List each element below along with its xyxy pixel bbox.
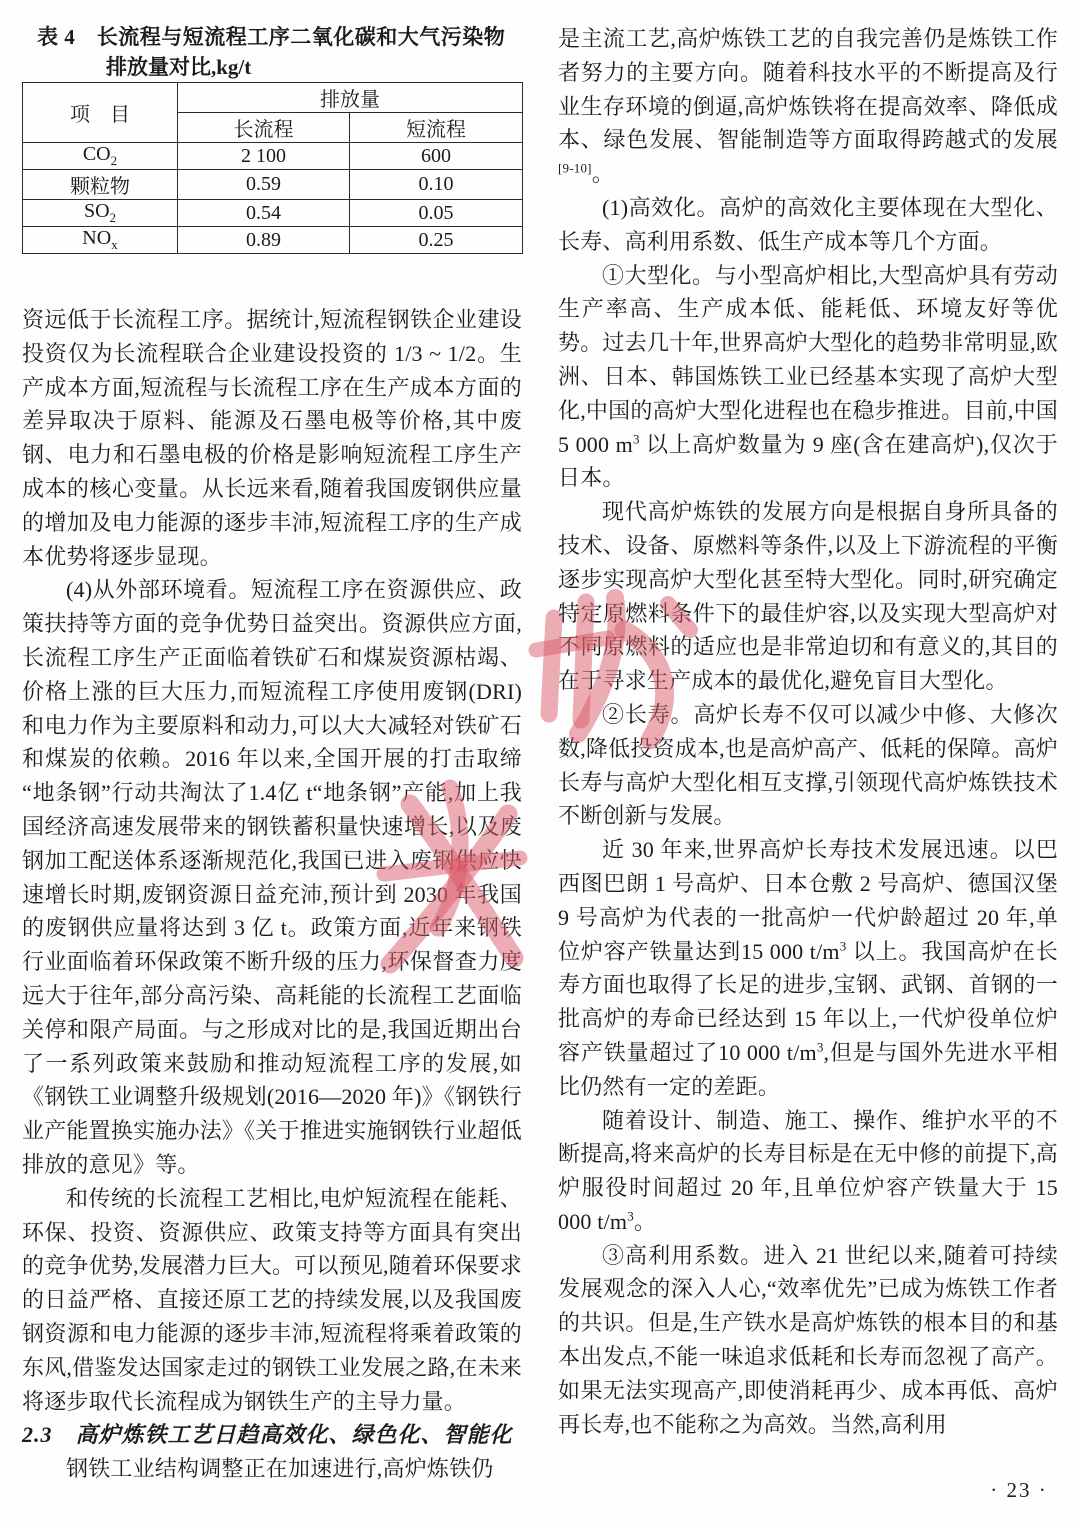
- superscript: 3: [632, 431, 640, 447]
- superscript: 3: [839, 938, 847, 954]
- long-process-value: 0.59: [178, 170, 350, 200]
- text-run: 近 30 年来,世界高炉长寿技术发展迅速。以巴西图巴朗 1 号高炉、日本仓敷 2 号高炉、德国汉堡 9 号高炉为代表的一批高炉一代炉龄超过 20 年,单位炉容产铁量达到15 000 t/m: [558, 837, 1058, 964]
- text-run: 。: [633, 1208, 657, 1234]
- superscript: [9-10]: [558, 160, 592, 176]
- text-run: 以上。我国高炉在长寿方面也取得了长足的进步,宝钢、武钢、首钢的一批高炉的寿命已经达到 15 年以上,一代炉役单位炉容产铁量超过了10 000 t/m: [558, 938, 1058, 1065]
- paragraph: [558, 259, 1058, 496]
- paragraph: [22, 1452, 522, 1486]
- pollutant-name: $CO_2$: [23, 143, 178, 170]
- short-process-value: 0.05: [350, 200, 523, 227]
- header-short-process: 短流程: [350, 113, 523, 143]
- paragraph: [558, 833, 1058, 1103]
- text-run: ,但是与国外先进水平相比仍然有一定的差距。: [558, 1039, 1058, 1099]
- long-process-value: 0.54: [178, 200, 350, 227]
- text-run: (4)从外部环境看。短流程工序在资源供应、政策扶持等方面的竞争优势日益突出。资源供应方面,长流程工序生产正面临着铁矿石和煤炭资源枯竭、价格上涨的巨大压力,而短流程工序使用废钢(DRI)和电力作为主要原料和动力,可以大大减轻对铁矿石和煤炭的依赖。2016 年以来,全国开展的打击取缔“地条钢”行动共淘汰了1.4亿 t“地条钢”产能,加上我国经济高速发展带来的钢铁蓄积量快速增长,以及废钢加工配送体系逐渐规范化,我国已进入废钢供应快速增长时期,废钢资源日益充沛,预计到 2030 年我国的废钢供应量将达到 3 亿 t。政策方面,近年来钢铁行业面临着环保政策不断升级的压力,环保督查力度远大于往年,部分高污染、高耗能的长流程工艺面临关停和限产局面。与之形成对比的是,我国近期出台了一系列政策来鼓励和推动短流程工序的发展,如《钢铁工业调整升级规划(2016—2020 年)》《钢铁行业产能置换实施办法》《关于推进实施钢铁行业超低排放的意见》等。: [22, 577, 522, 1177]
- table-row: [23, 227, 523, 254]
- text-run: 现代高炉炼铁的发展方向是根据自身所具备的技术、设备、原燃料等条件,以及上下游流程的平衡逐步实现高炉大型化甚至特大型化。同时,研究确定特定原燃料条件下的最佳炉容,以及实现大型高炉对不同原燃料的适应也是非常迫切和有意义的,其目的在于寻求生产成本的最优化,避免盲目大型化。: [558, 499, 1058, 694]
- text-run: ③高利用系数。进入 21 世纪以来,随着可持续发展观念的深入人心,“效率优先”已成为炼铁工作者的共识。但是,生产铁水是高炉炼铁的根本目的和基本出发点,不能一味追求低耗和长寿而忽视了高产。如果无法实现高产,即使消耗再少、成本再低、高炉再长寿,也不能称之为高效。当然,高利用: [558, 1242, 1058, 1437]
- table-row: [23, 143, 523, 170]
- paragraph: [22, 573, 522, 1181]
- table-caption-line2: 排放量对比,kg/t: [106, 55, 252, 79]
- emissions-comparison-table: [22, 82, 523, 254]
- pollutant-name: $NO_x$: [23, 227, 178, 254]
- text-run: 和传统的长流程工艺相比,电炉短流程在能耗、环保、投资、资源供应、政策支持等方面具有突出的竞争优势,发展潜力巨大。可以预见,随着环保要求的日益严格、直接还原工艺的持续发展,以及我国废钢资源和电力能源的逐步丰沛,短流程将乘着政策的东风,借鉴发达国家走过的钢铁工业发展之路,在未来将逐步取代长流程成为钢铁生产的主导力量。: [22, 1185, 522, 1414]
- table-header-row-1: [23, 83, 523, 113]
- table-row: [23, 200, 523, 227]
- left-column: [22, 22, 522, 1486]
- paragraph: [558, 1104, 1058, 1239]
- long-process-value: 2 100: [178, 143, 350, 170]
- text-run: 是主流工艺,高炉炼铁工艺的自我完善仍是炼铁工作者努力的主要方向。随着科技水平的不断提高及行业生存环境的倒逼,高炉炼铁将在提高效率、降低成本、绿色发展、智能制造等方面取得跨越式的发展: [558, 26, 1058, 153]
- text-run: 钢铁工业结构调整正在加速进行,高炉炼铁仍: [66, 1456, 494, 1482]
- paragraph: [558, 495, 1058, 698]
- long-process-value: 0.89: [178, 227, 350, 254]
- section-heading: [22, 1418, 522, 1452]
- pollutant-name: $SO_2$: [23, 200, 178, 227]
- superscript: 3: [816, 1039, 824, 1055]
- paragraph: [558, 698, 1058, 833]
- short-process-value: 600: [350, 143, 523, 170]
- text-run: 以上高炉数量为 9 座(含在建高炉),仅次于日本。: [558, 431, 1058, 491]
- text-run: ①大型化。与小型高炉相比,大型高炉具有劳动生产率高、生产成本低、能耗低、环境友好等优势。过去几十年,世界高炉大型化的趋势非常明显,欧洲、日本、韩国炼铁工业已经基本实现了高炉大型化,中国的高炉大型化进程也在稳步推进。目前,中国 5 000 m: [558, 262, 1058, 457]
- short-process-value: 0.10: [350, 170, 523, 200]
- header-long-process: 长流程: [178, 113, 350, 143]
- right-column: [558, 22, 1058, 1486]
- pollutant-name: 颗粒物: [23, 170, 178, 200]
- paragraph: [558, 1239, 1058, 1442]
- paragraph: [558, 191, 1058, 259]
- two-column-layout: [22, 22, 1058, 1486]
- superscript: 3: [627, 1208, 634, 1224]
- paragraph: [22, 1182, 522, 1419]
- left-column-text: [22, 303, 522, 1486]
- text-run: (1)高效化。高炉的高效化主要体现在大型化、长寿、高利用系数、低生产成本等几个方面。: [558, 194, 1058, 254]
- text-run: 资远低于长流程工序。据统计,短流程钢铁企业建设投资仅为长流程联合企业建设投资的 1/3 ~ 1/2。生产成本方面,短流程与长流程工序在生产成本方面的差异取决于原料、能源及石墨电极等价格,其中废钢、电力和石墨电极的价格是影响短流程工序生产成本的核心变量。从长远来看,随着我国废钢供应量的增加及电力能源的逐步丰沛,短流程工序的生产成本优势将逐步显现。: [22, 307, 522, 569]
- text-run: 。: [591, 161, 614, 187]
- table-caption: [22, 22, 522, 82]
- header-emission: 排放量: [178, 83, 523, 113]
- table-caption-line1: 表 4 长流程与短流程工序二氧化碳和大气污染物: [37, 25, 506, 49]
- paragraph: [558, 22, 1058, 191]
- text-run: 2.3 高炉炼铁工艺日趋高效化、绿色化、智能化: [22, 1422, 513, 1448]
- paragraph: [22, 303, 522, 573]
- page-number: · 23 ·: [990, 1478, 1048, 1502]
- table-row: [23, 170, 523, 200]
- text-run: ②长寿。高炉长寿不仅可以减少中修、大修次数,降低投资成本,也是高炉高产、低耗的保障。高炉长寿与高炉大型化相互支撑,引领现代高炉炼铁技术不断创新与发展。: [558, 701, 1058, 829]
- header-item: 项 目: [23, 83, 178, 143]
- text-run: 随着设计、制造、施工、操作、维护水平的不断提高,将来高炉的长寿目标是在无中修的前提下,高炉服役时间超过 20 年,且单位炉容产铁量大于 15 000 t/m: [558, 1107, 1058, 1234]
- right-column-text: [558, 22, 1058, 1441]
- short-process-value: 0.25: [350, 227, 523, 254]
